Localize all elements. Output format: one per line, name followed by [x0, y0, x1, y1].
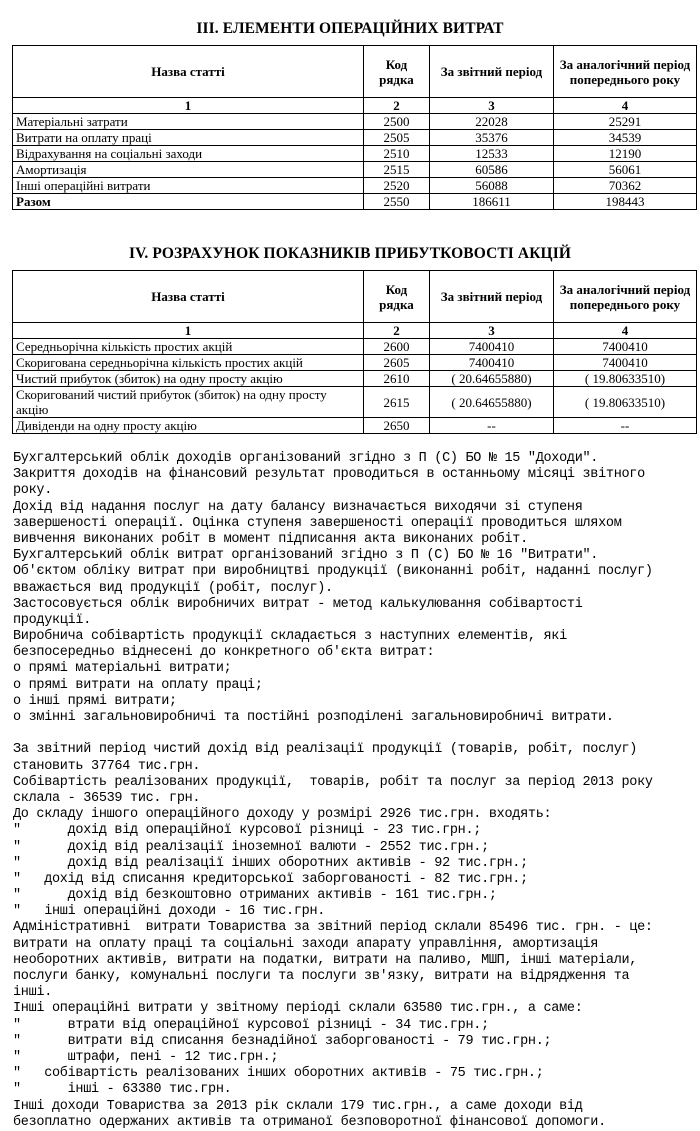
note-line: Застосовується облік виробничих витрат - метод калькулювання собівартості: [13, 596, 583, 612]
row-previous: 34539: [554, 130, 697, 146]
row-current: 22028: [430, 114, 554, 130]
note-line: необоротних активів, витрати на податки, витрати на паливо, МШП, інші матеріали,: [13, 952, 638, 968]
table-row: [13, 178, 697, 194]
note-line: " дохід від списання кредиторської заборгованості - 82 тис.грн.;: [13, 871, 528, 887]
header-name: Назва статті: [13, 46, 364, 98]
col-number: 3: [430, 323, 554, 339]
note-line: інші.: [13, 985, 53, 1001]
row-code: 2505: [364, 130, 430, 146]
row-previous: 70362: [554, 178, 697, 194]
note-line: " дохід від реалізації іноземної валюти - 2552 тис.грн.;: [13, 839, 489, 855]
note-line: Адміністративні витрати Товариства за звітний період склали 85496 тис. грн. - це:: [13, 920, 653, 936]
note-line: Бухгалтерський облік доходів організований згідно з П (С) БО № 15 "Доходи".: [13, 451, 599, 466]
row-name: Амортизація: [13, 162, 364, 178]
note-line: " інші операційні доходи - 16 тис.грн.: [13, 904, 326, 920]
row-current: 56088: [430, 178, 554, 194]
table-header-row: [13, 271, 697, 323]
row-current: 35376: [430, 130, 554, 146]
row-current: ( 20.64655880): [430, 371, 554, 387]
row-previous: 7400410: [554, 339, 697, 355]
note-line: безпосередньо віднесені до конкретного об'єкта витрат:: [13, 645, 435, 661]
note-line: " дохід від безкоштовно отриманих активів - 161 тис.грн.;: [13, 888, 497, 904]
row-previous: 25291: [554, 114, 697, 130]
row-current: 7400410: [430, 339, 554, 355]
col-number: 1: [13, 323, 364, 339]
col-number: 1: [13, 98, 364, 114]
note-line: Бухгалтерський облік витрат організований згідно з П (С) БО № 16 "Витрати".: [13, 548, 599, 564]
note-line: o прямі матеріальні витрати;: [13, 661, 232, 677]
column-number-row: [13, 323, 697, 339]
col-number: 3: [430, 98, 554, 114]
section-4-title: IV. РОЗРАХУНОК ПОКАЗНИКІВ ПРИБУТКОВОСТІ АКЦІЙ: [128, 245, 571, 262]
header-current: За звітний період: [430, 271, 554, 323]
note-line: До складу іншого операційного доходу у розмірі 2926 тис.грн. входять:: [13, 807, 552, 823]
col-number: 2: [364, 98, 430, 114]
note-line: o змінні загальновиробничі та постійні розподілені загальновиробничі витрати.: [13, 710, 614, 725]
note-line: Закриття доходів на фінансовий результат проводиться в останньому місяці звітного: [13, 467, 645, 483]
row-name: Витрати на оплату праці: [13, 130, 364, 146]
table-row: [13, 339, 697, 355]
row-code: 2520: [364, 178, 430, 194]
row-name: Скоригований чистий прибуток (збиток) на одну просту акцію: [13, 387, 364, 418]
note-line: o інші прямі витрати;: [13, 693, 177, 709]
table-row: [13, 130, 697, 146]
table-row: [13, 146, 697, 162]
row-previous: --: [554, 418, 697, 434]
note-line: " штрафи, пені - 12 тис.грн.;: [13, 1049, 279, 1065]
note-line: " інші - 63380 тис.грн.: [13, 1082, 232, 1098]
note-line: " витрати від списання безнадійної заборгованості - 79 тис.грн.;: [13, 1033, 552, 1049]
row-code: 2650: [364, 418, 430, 434]
note-line: Собівартість реалізованих продукції, товарів, робіт та послуг за період 2013 року: [13, 774, 653, 790]
header-code: Код рядка: [364, 271, 430, 323]
row-previous: ( 19.80633510): [554, 387, 697, 418]
explanatory-notes: [13, 451, 699, 1131]
note-line: послуги банку, комунальні послуги та послуги зв'язку, витрати на відрядження та: [13, 969, 630, 984]
row-previous: 198443: [554, 194, 697, 210]
column-number-row: [13, 98, 697, 114]
table-row: [13, 418, 697, 434]
note-line: " дохід від реалізації інших оборотних активів - 92 тис.грн.;: [13, 855, 528, 871]
note-line: o прямі витрати на оплату праці;: [13, 677, 263, 693]
header-code: Код рядка: [364, 46, 430, 98]
table-row-total: [13, 194, 697, 210]
note-line: становить 37764 тис.грн.: [13, 758, 201, 774]
header-previous: За аналогічний період попереднього року: [554, 271, 697, 323]
note-line: завершеності операції. Оцінка ступеня завершеності операції проводиться шляхом: [13, 515, 622, 531]
row-code: 2615: [364, 387, 430, 418]
table-row: [13, 355, 697, 371]
row-current: 186611: [430, 194, 554, 210]
row-current: 7400410: [430, 355, 554, 371]
row-current: 12533: [430, 146, 554, 162]
row-name: Матеріальні затрати: [13, 114, 364, 130]
header-current: За звітний період: [430, 46, 554, 98]
note-line: вважається вид продукції (робіт, послуг).: [13, 580, 333, 596]
row-code: 2500: [364, 114, 430, 130]
note-line: " дохід від операційної курсової різниці - 23 тис.грн.;: [13, 823, 482, 839]
row-name: Середньорічна кількість простих акцій: [13, 339, 364, 355]
note-line: року.: [13, 483, 53, 499]
note-line: склала - 36539 тис. грн.: [13, 790, 201, 806]
note-line: витрати на оплату праці та соціальні заходи апарату управління, амортизація: [13, 936, 599, 952]
table-header-row: [13, 46, 697, 98]
table-row: [13, 371, 697, 387]
row-name: Інші операційні витрати: [13, 178, 364, 194]
operating-expenses-table: [12, 45, 697, 210]
row-code: 2600: [364, 339, 430, 355]
header-previous: За аналогічний період попереднього року: [554, 46, 697, 98]
table-row: [13, 387, 697, 418]
note-line: " втрати від операційної курсової різниці - 34 тис.грн.;: [13, 1017, 489, 1033]
row-code: 2550: [364, 194, 430, 210]
row-name: Відрахування на соціальні заходи: [13, 146, 364, 162]
note-line: Виробнича собівартість продукції складається з наступних елементів, які: [13, 629, 567, 645]
note-line: Дохід від надання послуг на дату балансу визначається виходячи зі ступеня: [13, 499, 583, 515]
row-previous: 7400410: [554, 355, 697, 371]
row-name: Разом: [13, 194, 364, 210]
row-code: 2605: [364, 355, 430, 371]
table-row: [13, 114, 697, 130]
row-current: 60586: [430, 162, 554, 178]
col-number: 2: [364, 323, 430, 339]
note-line: вивчення виконаних робіт в момент підписання акта виконаних робіт.: [13, 531, 528, 547]
row-code: 2515: [364, 162, 430, 178]
row-current: ( 20.64655880): [430, 387, 554, 418]
table-row: [13, 162, 697, 178]
note-line: " собівартість реалізованих інших оборотних активів - 75 тис.грн.;: [13, 1066, 544, 1082]
row-name: Дивіденди на одну просту акцію: [13, 418, 364, 434]
row-name: Скоригована середньорічна кількість простих акцій: [13, 355, 364, 371]
col-number: 4: [554, 98, 697, 114]
row-previous: 56061: [554, 162, 697, 178]
note-line: Інші доходи Товариства за 2013 рік склали 179 тис.грн., а саме доходи від: [13, 1098, 583, 1114]
col-number: 4: [554, 323, 697, 339]
row-code: 2510: [364, 146, 430, 162]
share-profitability-table: [12, 270, 697, 434]
note-line: За звітний період чистий дохід від реалізації продукції (товарів, робіт, послуг): [13, 742, 638, 758]
row-previous: 12190: [554, 146, 697, 162]
note-line: безоплатно одержаних активів та отриманої безповоротної фінансової допомоги.: [13, 1114, 606, 1130]
note-line: [13, 726, 699, 742]
note-line: продукції.: [13, 612, 92, 628]
row-name: Чистий прибуток (збиток) на одну просту акцію: [13, 371, 364, 387]
note-line: Об'єктом обліку витрат при виробництві продукції (виконанні робіт, наданні послуг): [13, 564, 653, 580]
row-code: 2610: [364, 371, 430, 387]
header-name: Назва статті: [13, 271, 364, 323]
section-3-title: III. ЕЛЕМЕНТИ ОПЕРАЦІЙНИХ ВИТРАТ: [196, 20, 504, 37]
note-line: Інші операційні витрати у звітному періоді склали 63580 тис.грн., а саме:: [13, 1001, 583, 1017]
row-previous: ( 19.80633510): [554, 371, 697, 387]
row-current: --: [430, 418, 554, 434]
